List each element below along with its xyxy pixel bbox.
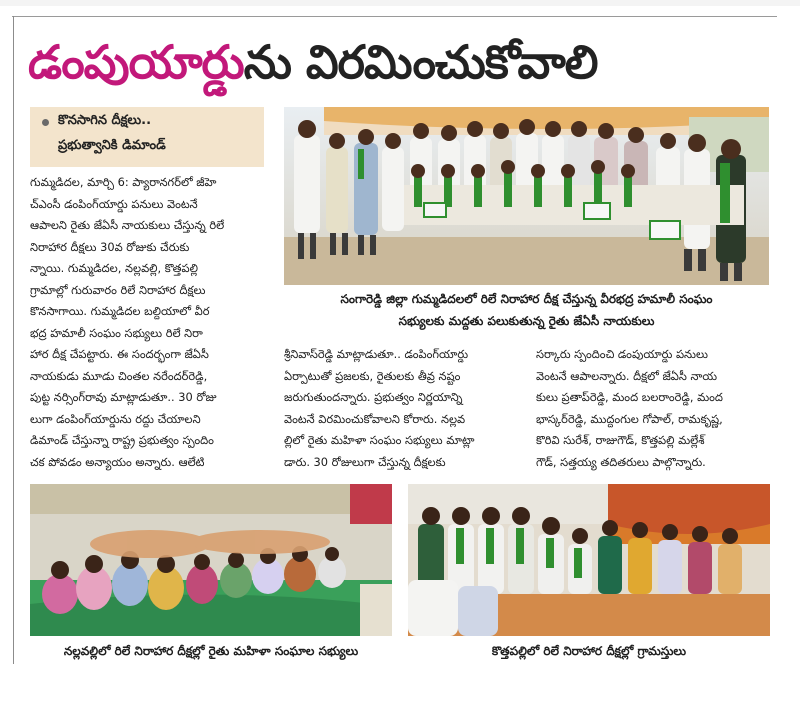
body-column-1 (30, 172, 270, 473)
col1-line: ఆపాలని రైతు జేఏసీ నాయకులు చేస్తున్న రిలే (30, 218, 225, 232)
col2-line: డారు. 30 రోజులుగా చేస్తున్న దీక్షలకు (284, 454, 446, 469)
body-column-3 (536, 344, 772, 473)
deck-line-1: కొనసాగిన దీక్షలు.. (58, 113, 152, 128)
deck-line-2: ప్రభుత్వానికి డిమాండ్ (58, 138, 166, 153)
col1-line: కొనసాగాయి. గుమ్మడిదల బల్దియాలో వీర (30, 304, 210, 318)
col1-line: గుమ్మడిదల, మార్చి 6: ప్యారానగర్‌లో జీహె (30, 175, 217, 189)
col3-line: సర్కారు స్పందించి డంపుయార్డు పనులు (536, 347, 708, 361)
col3-line: భాస్కర్‌రెడ్డి, ముద్దంగుల గోపాల్, రామకృష్ణ, (536, 411, 723, 426)
col1-line: లుగా డంపింగ్‌యార్డును రద్దు చేయాలని (30, 411, 201, 426)
main-photo-image (284, 107, 769, 285)
col3-line: కులు ప్రతాప్‌రెడ్డి, మంద బలరాంరెడ్డి, మంద (536, 390, 723, 404)
col1-line: పుట్ట నర్సింగ్‌రావు మాట్లాడుతూ.. 30 రోజు (30, 390, 217, 404)
bottom-left-photo-image (30, 484, 392, 636)
col1-line: చక పోవడం అన్యాయం అన్నారు. ఆలేటి (30, 454, 205, 469)
col1-line: నిరాహార దీక్షలు 30వ రోజుకు చేరుకు (30, 239, 190, 254)
headline (28, 26, 597, 98)
clipping-top-edge (0, 0, 800, 6)
main-caption-line-1: సంగారెడ్డి జిల్లా గుమ్మడిదలలో రిలే నిరాహార దీక్ష చేస్తున్న వీరభద్ర హమాలీ సంఘం (340, 292, 713, 306)
bottom-right-photo (408, 484, 770, 636)
col3-line: కొరివి సురేశ్, రాజుగౌడ్, కొత్తపల్లి మల్లేశ్ (536, 433, 705, 447)
main-caption-line-2: సభ్యులకు మద్దతు పలుకుతున్న రైతు జేఏసీ నాయకులు (398, 314, 655, 328)
col1-line: హార దీక్ష చేపట్టారు. ఈ సందర్భంగా జేఏసీ (30, 347, 209, 361)
col2-line: జరుగుతుందన్నారు. ప్రభుత్వం నిర్ణయాన్ని (284, 390, 463, 404)
col1-line: భద్ర హమాలీ సంఘం సభ్యులు రిలే నిరా (30, 325, 203, 340)
col2-line: శ్రీనివాస్‌రెడ్డి మాట్లాడుతూ.. డంపింగ్‌యార్డు (284, 347, 469, 361)
col1-line: నాయకుడు మూడు చింతల నరేందర్‌రెడ్డి, (30, 368, 208, 383)
headline-accent: డంపుయార్డు (28, 35, 244, 89)
col2-line: వెంటనే విరమించుకోవాలని కోరారు. నల్లవ (284, 411, 466, 426)
col1-line: చ్‌ఎంసీ డంపింగ్‌యార్డు పనులు వెంటనే (30, 196, 198, 211)
col1-line: న్నాయి. గుమ్మడిదల, నల్లవల్లి, కొత్తపల్లి (30, 261, 198, 275)
col3-line: వెంటనే ఆపాలన్నారు. దీక్షలో జేఏసీ నాయ (536, 368, 717, 383)
col1-line: గ్రామాల్లో గురువారం రిలే నిరాహార దీక్షలు (30, 282, 206, 297)
bottom-right-caption: కొత్తపల్లిలో రిలే నిరాహార దీక్షల్లో గ్రామస్తులు (491, 644, 687, 658)
main-photo (284, 107, 769, 285)
bullet-icon (42, 119, 49, 126)
bottom-right-photo-image (408, 484, 770, 636)
body-column-2 (284, 344, 524, 473)
col2-line: ఏర్పాటుతో ప్రజలకు, రైతులకు తీవ్ర నష్టం (284, 368, 461, 383)
bottom-left-caption: నల్లవల్లిలో రిలే నిరాహార దీక్షల్లో రైతు మహిళా సంఘాల సభ్యులు (63, 644, 359, 658)
headline-rest: ను విరమించుకోవాలి (243, 35, 598, 89)
col2-line: ల్లిలో రైతు మహిళా సంఘం సభ్యులు మాట్లా (284, 433, 475, 447)
deck-box (30, 107, 264, 167)
top-rule (12, 16, 777, 17)
bottom-left-photo (30, 484, 392, 636)
col1-line: డిమాండ్ చేస్తున్నా రాష్ట్ర ప్రభుత్వం స్పందిం (30, 433, 214, 447)
left-column-rule (13, 16, 14, 664)
col3-line: గౌడ్, సత్తయ్య తదితరులు పాల్గొన్నారు. (536, 454, 706, 469)
main-photo-caption (284, 288, 769, 332)
